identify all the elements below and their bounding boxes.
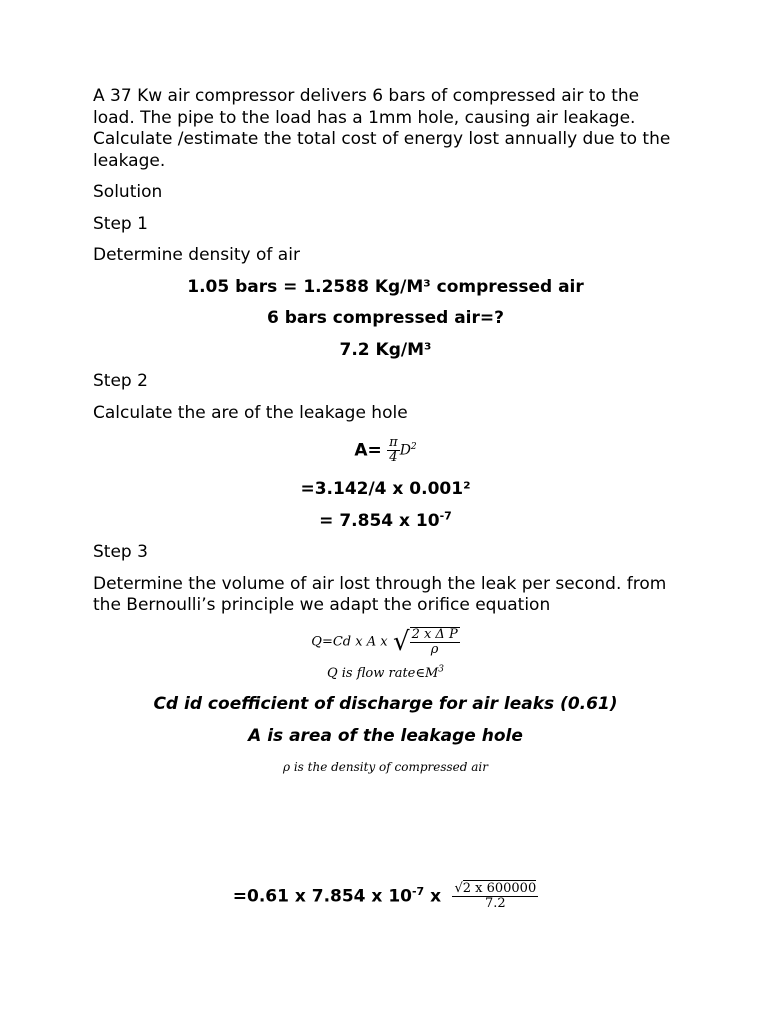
flow-calc-radical: √ bbox=[454, 881, 463, 896]
step1-heading: Determine density of air bbox=[93, 245, 300, 265]
area-calc-2 bbox=[93, 508, 678, 533]
density-result: 7.2 Kg/M³ bbox=[339, 339, 432, 360]
q-definition bbox=[93, 663, 678, 685]
area-formula-fraction bbox=[387, 436, 400, 465]
orifice-equation-denominator: ρ bbox=[410, 642, 460, 657]
problem-statement: A 37 Kw air compressor delivers 6 bars of compressed air to the load. The pipe to the load has a 1mm hole, causing air leakage. Calculate /estimate the total cost of energy lost annually due to the leakage. bbox=[93, 86, 671, 171]
area-calc-2-exponent: -7 bbox=[439, 508, 452, 522]
flow-calc-radicand: 2 x 600000 bbox=[462, 881, 537, 896]
flow-calc-denominator: 7.2 bbox=[452, 896, 538, 911]
area-formula-numerator: π bbox=[389, 435, 398, 450]
step3-heading: Determine the volume of air lost through the leak per second. from the Bernoulli’s principle we adapt the orifice equation bbox=[93, 573, 667, 615]
flow-calc-fraction bbox=[452, 882, 538, 911]
step1-label: Step 1 bbox=[93, 213, 148, 234]
area-formula-denominator: 4 bbox=[387, 450, 400, 465]
density-line-2: 6 bars compressed air=? bbox=[266, 308, 504, 328]
cd-definition: Cd id coefficient of discharge for air leaks (0.61) bbox=[153, 694, 618, 714]
area-formula-prefix: A= bbox=[354, 440, 382, 461]
orifice-equation-fraction bbox=[410, 628, 460, 657]
flow-calc-exponent: -7 bbox=[411, 884, 425, 898]
step2-label: Step 2 bbox=[93, 371, 148, 391]
density-line-1: 1.05 bars = 1.2588 Kg/M³ compressed air bbox=[187, 276, 584, 297]
step3-label: Step 3 bbox=[93, 542, 148, 562]
step2-heading: Calculate the are of the leakage hole bbox=[93, 402, 408, 423]
flow-calculation bbox=[93, 882, 678, 911]
orifice-equation-numerator: 2 x Δ P bbox=[411, 626, 458, 642]
q-definition-exponent: 3 bbox=[438, 664, 445, 675]
flow-calc-numerator bbox=[452, 882, 538, 896]
orifice-equation-lhs: Q=Cd x A x bbox=[311, 634, 388, 649]
flow-calc-times: x bbox=[424, 886, 448, 907]
area-formula-exponent: 2 bbox=[410, 441, 417, 452]
document-body bbox=[93, 86, 678, 779]
rho-definition: ρ is the density of compressed air bbox=[282, 760, 489, 774]
solution-label: Solution bbox=[93, 182, 163, 202]
orifice-equation-sqrt: √ $\frac{\text{2 x Δ P}}{\rho}$ bbox=[392, 626, 458, 657]
a-definition: A is area of the leakage hole bbox=[248, 725, 523, 746]
area-calc-1: =3.142/4 x 0.001² bbox=[300, 479, 471, 499]
area-calc-2-base: = 7.854 x 10 bbox=[319, 510, 440, 531]
area-formula-variable: D bbox=[399, 442, 411, 459]
area-formula bbox=[93, 436, 678, 465]
q-definition-text: Q is flow rate∈M bbox=[326, 665, 439, 681]
orifice-equation bbox=[93, 627, 678, 657]
flow-calc-base: =0.61 x 7.854 x 10 bbox=[232, 886, 412, 907]
